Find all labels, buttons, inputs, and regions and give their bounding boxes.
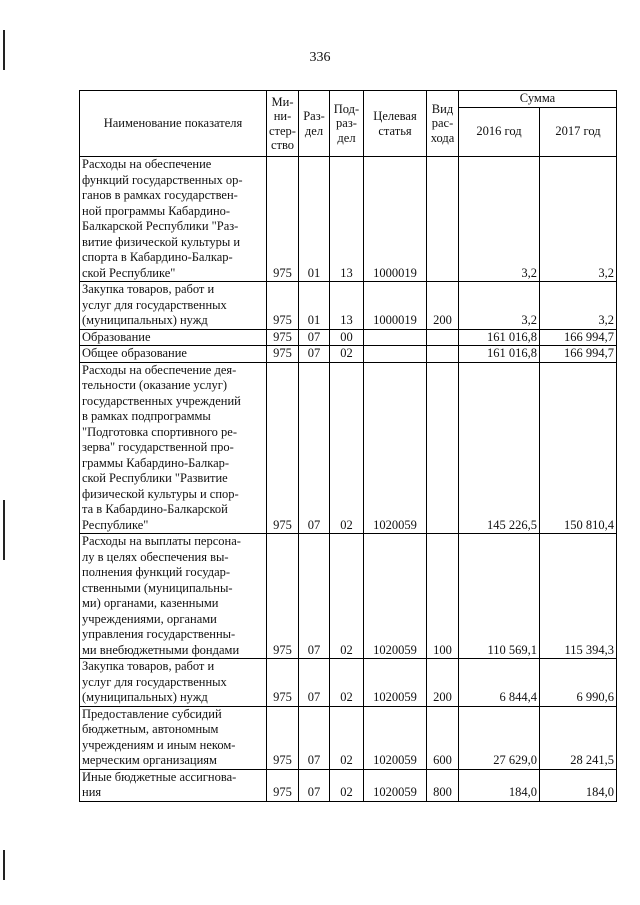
header-name: Наименование показателя <box>80 91 267 157</box>
row-subsection: 02 <box>330 706 364 769</box>
row-name: Закупка товаров, работ и услуг для государственных (муниципальных) нужд <box>80 659 267 707</box>
row-sum-2017: 3,2 <box>540 282 617 330</box>
table-row <box>80 534 617 659</box>
scan-edge-mark <box>3 30 5 70</box>
table-row <box>80 659 617 707</box>
row-expense-type <box>427 329 459 346</box>
row-ministry: 975 <box>267 706 299 769</box>
row-subsection: 02 <box>330 362 364 534</box>
row-sum-2016: 110 569,1 <box>459 534 540 659</box>
row-ministry: 975 <box>267 329 299 346</box>
page-number: 336 <box>309 50 331 65</box>
budget-table <box>79 90 617 802</box>
row-sum-2016: 161 016,8 <box>459 329 540 346</box>
row-target <box>364 346 427 363</box>
row-subsection: 02 <box>330 769 364 801</box>
row-sum-2016: 6 844,4 <box>459 659 540 707</box>
row-name: Иные бюджетные ассигнова- ния <box>80 769 267 801</box>
row-sum-2017: 166 994,7 <box>540 329 617 346</box>
row-expense-type: 100 <box>427 534 459 659</box>
row-subsection: 13 <box>330 157 364 282</box>
scan-edge-mark <box>3 500 5 560</box>
row-sum-2016: 3,2 <box>459 157 540 282</box>
table-header <box>80 91 617 157</box>
row-ministry: 975 <box>267 282 299 330</box>
row-subsection: 13 <box>330 282 364 330</box>
row-section: 01 <box>299 282 330 330</box>
row-target <box>364 329 427 346</box>
table-row <box>80 282 617 330</box>
row-ministry: 975 <box>267 659 299 707</box>
table-row <box>80 362 617 534</box>
row-target: 1020059 <box>364 362 427 534</box>
header-year-2016: 2016 год <box>459 108 540 157</box>
row-name: Расходы на выплаты персона- лу в целях обеспечения вы- полнения функций государ- ственными (муниципальны- ми) органами, казенными учреждениями, органами управления государственны- ми внебюджетными фондами <box>80 534 267 659</box>
row-sum-2017: 184,0 <box>540 769 617 801</box>
row-target: 1020059 <box>364 534 427 659</box>
row-section: 07 <box>299 362 330 534</box>
row-subsection: 02 <box>330 534 364 659</box>
row-sum-2017: 6 990,6 <box>540 659 617 707</box>
row-section: 07 <box>299 769 330 801</box>
row-section: 07 <box>299 534 330 659</box>
row-sum-2016: 145 226,5 <box>459 362 540 534</box>
row-section: 07 <box>299 329 330 346</box>
row-subsection: 02 <box>330 346 364 363</box>
table-body <box>80 157 617 802</box>
table-row <box>80 769 617 801</box>
row-sum-2017: 115 394,3 <box>540 534 617 659</box>
row-sum-2017: 150 810,4 <box>540 362 617 534</box>
row-ministry: 975 <box>267 769 299 801</box>
row-ministry: 975 <box>267 534 299 659</box>
row-section: 07 <box>299 659 330 707</box>
row-ministry: 975 <box>267 346 299 363</box>
row-name: Образование <box>80 329 267 346</box>
header-subsection: Под- раз- дел <box>330 91 364 157</box>
row-sum-2017: 3,2 <box>540 157 617 282</box>
row-subsection: 02 <box>330 659 364 707</box>
row-section: 07 <box>299 346 330 363</box>
row-sum-2016: 3,2 <box>459 282 540 330</box>
row-expense-type: 600 <box>427 706 459 769</box>
header-sum: Сумма <box>459 91 617 108</box>
header-section: Раз- дел <box>299 91 330 157</box>
table-row <box>80 706 617 769</box>
row-ministry: 975 <box>267 157 299 282</box>
scan-edge-mark <box>3 850 5 880</box>
row-name: Закупка товаров, работ и услуг для государственных (муниципальных) нужд <box>80 282 267 330</box>
row-section: 07 <box>299 706 330 769</box>
row-section: 01 <box>299 157 330 282</box>
row-expense-type: 800 <box>427 769 459 801</box>
row-sum-2017: 166 994,7 <box>540 346 617 363</box>
row-name: Расходы на обеспечение функций государственных ор- ганов в рамках государствен- ной программы Кабардино- Балкарской Республики "Раз- витие физической культуры и спорта в Кабардино-Балкар- ской Республике" <box>80 157 267 282</box>
table-row <box>80 157 617 282</box>
row-sum-2016: 161 016,8 <box>459 346 540 363</box>
header-ministry: Ми- ни- стер- ство <box>267 91 299 157</box>
row-target: 1020059 <box>364 706 427 769</box>
row-name: Расходы на обеспечение дея- тельности (оказание услуг) государственных учреждений в рамках подпрограммы "Подготовка спортивного ре- зерва" государственной про- граммы Кабардино-Балкар- ской Республики "Развитие физической культуры и спор- та в Кабардино-Балкарской Республике" <box>80 362 267 534</box>
row-target: 1020059 <box>364 769 427 801</box>
row-expense-type: 200 <box>427 282 459 330</box>
row-expense-type <box>427 362 459 534</box>
row-target: 1000019 <box>364 157 427 282</box>
row-expense-type <box>427 157 459 282</box>
row-name: Предоставление субсидий бюджетным, автономным учреждениям и иным неком- мерческим организациям <box>80 706 267 769</box>
table-row <box>80 329 617 346</box>
row-name: Общее образование <box>80 346 267 363</box>
row-sum-2016: 184,0 <box>459 769 540 801</box>
header-expense-type: Вид рас- хода <box>427 91 459 157</box>
row-subsection: 00 <box>330 329 364 346</box>
header-year-2017: 2017 год <box>540 108 617 157</box>
row-sum-2016: 27 629,0 <box>459 706 540 769</box>
row-expense-type: 200 <box>427 659 459 707</box>
row-sum-2017: 28 241,5 <box>540 706 617 769</box>
row-target: 1000019 <box>364 282 427 330</box>
row-ministry: 975 <box>267 362 299 534</box>
row-target: 1020059 <box>364 659 427 707</box>
header-target: Целевая статья <box>364 91 427 157</box>
table-row <box>80 346 617 363</box>
row-expense-type <box>427 346 459 363</box>
